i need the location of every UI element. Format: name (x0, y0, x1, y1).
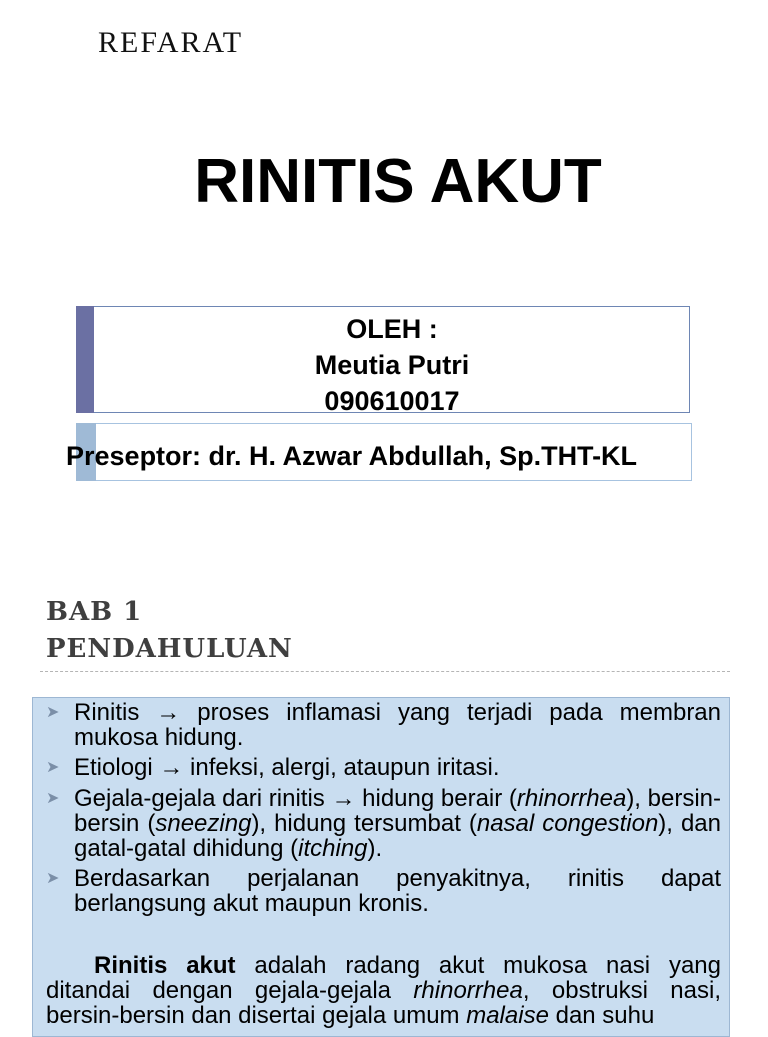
author-box-accent-bar (76, 306, 94, 413)
chapter-divider (40, 671, 730, 672)
page-title: RINITIS AKUT (194, 147, 602, 216)
list-item (46, 866, 721, 916)
list-item-text: Gejala-gejala dari rinitis → hidung berair (rhinorrhea), bersin-bersin (sneezing), hidung tersumbat (nasal congestion), dan gatal-gatal dihidung (itching). (74, 785, 722, 862)
author-id: 090610017 (324, 386, 460, 416)
definition-paragraph: Rinitis akut adalah radang akut mukosa nasi yang ditandai dengan gejala-gejala rhinorrhea, obstruksi nasi, bersin-bersin dan disertai gejala umum malaise dan suhu (46, 952, 721, 1029)
list-item (46, 786, 721, 861)
chapter-title: PENDAHULUAN (46, 634, 293, 664)
list-item (46, 755, 721, 780)
list-item-text: Berdasarkan perjalanan penyakitnya, rinitis dapat berlangsung akut maupun kronis. (74, 865, 721, 917)
chapter-number: BAB 1 (46, 597, 143, 627)
author-oleh-label: OLEH : (346, 314, 438, 344)
arrow-bullet-icon: ➤ (46, 704, 60, 721)
author-name: Meutia Putri (314, 350, 470, 380)
list-item (46, 700, 721, 750)
arrow-bullet-icon: ➤ (46, 790, 60, 807)
arrow-bullet-icon: ➤ (46, 870, 60, 887)
list-item-text: Etiologi → infeksi, alergi, ataupun iritasi. (74, 754, 500, 781)
arrow-bullet-icon: ➤ (46, 759, 60, 776)
preceptor-text: Preseptor: dr. H. Azwar Abdullah, Sp.THT-KL (66, 441, 638, 471)
document-type-label: REFARAT (98, 26, 244, 59)
list-item-text: Rinitis → proses inflamasi yang terjadi pada membran mukosa hidung. (74, 699, 721, 751)
